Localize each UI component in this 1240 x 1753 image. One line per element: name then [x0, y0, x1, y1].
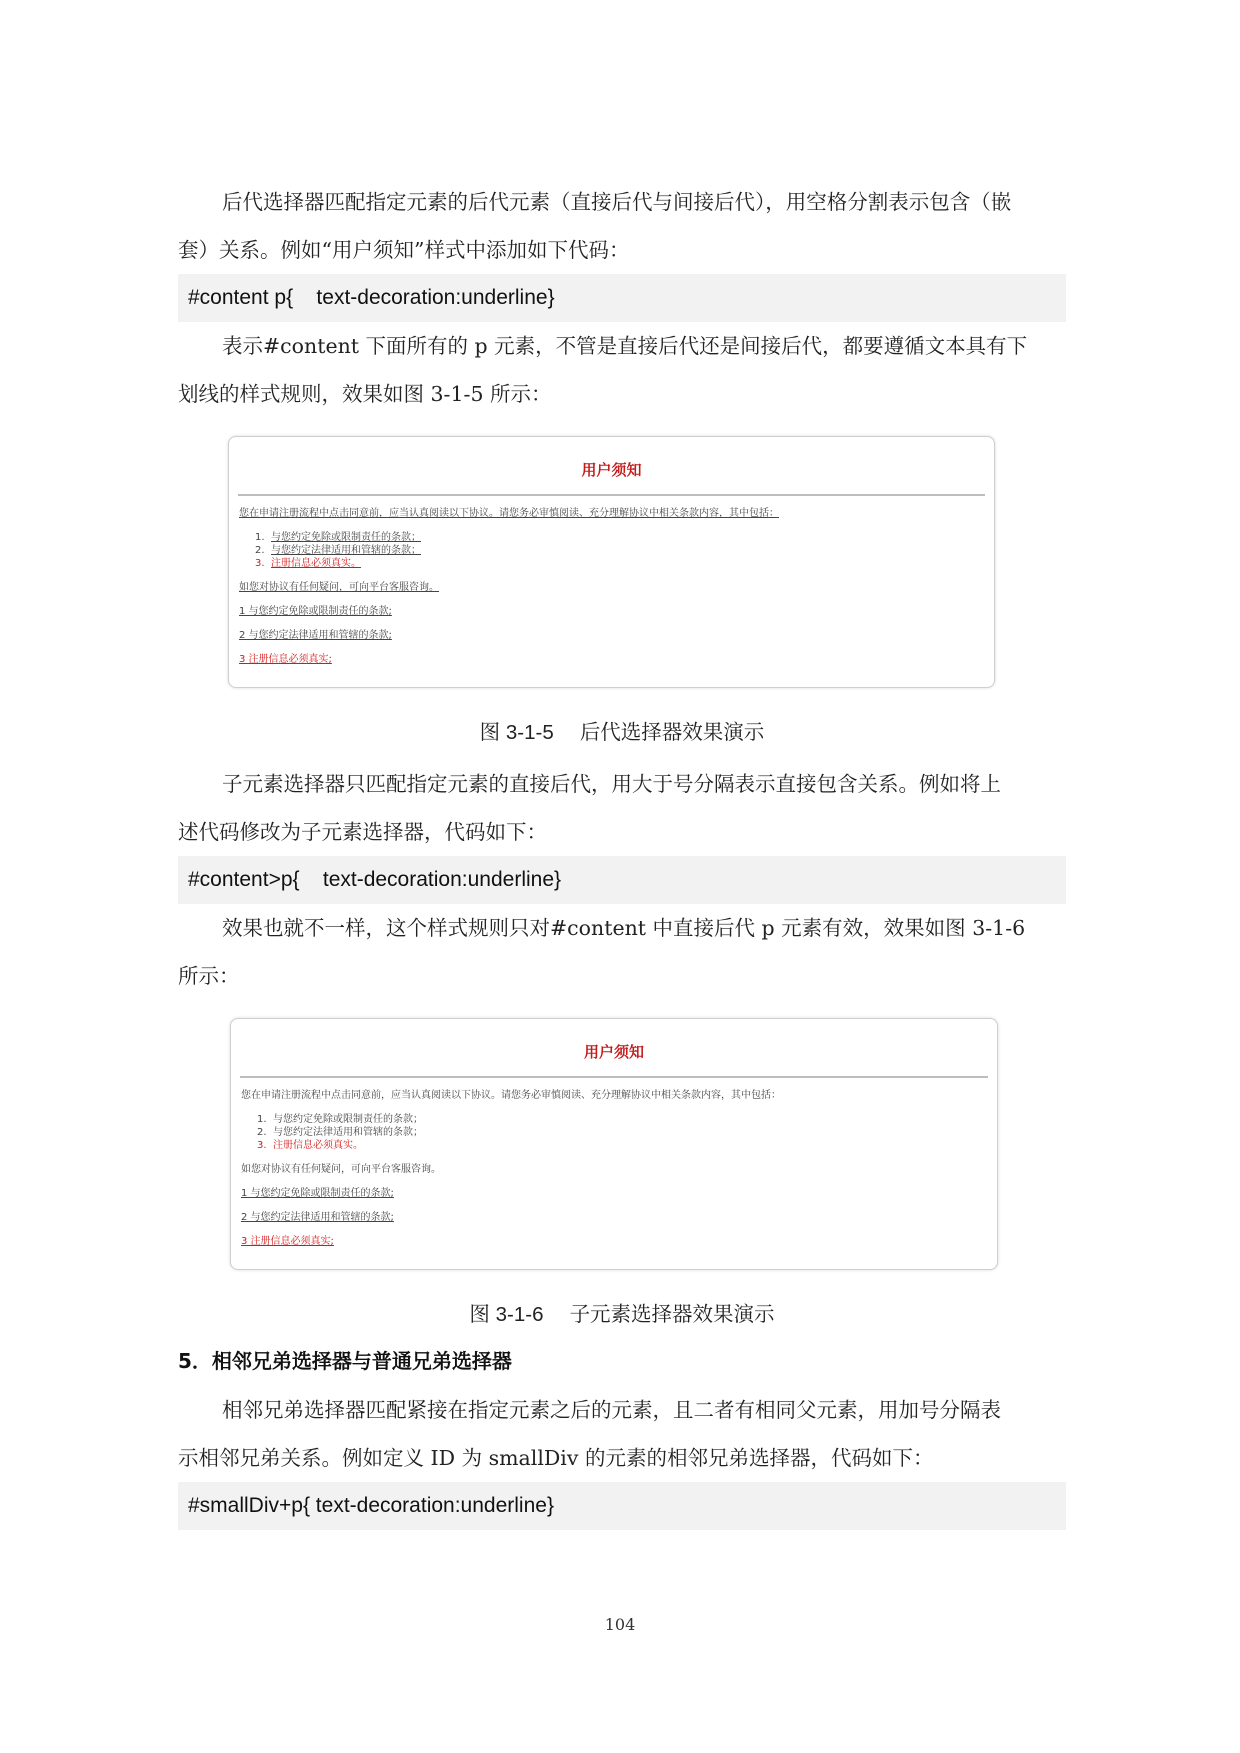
figure-contact-line: 如您对协议有任何疑问，可向平台客服咨询。: [239, 582, 439, 593]
paragraph-descendant-explanation: [178, 322, 1066, 418]
figure-item-1: 1 与您约定免除或限制责任的条款;: [239, 606, 392, 617]
figure-caption-3-1-5: [178, 717, 1066, 748]
figure-ordered-list: [257, 1113, 423, 1152]
paragraph-line: 划线的样式规则，效果如图 3-1-5 所示：: [178, 382, 552, 406]
list-item: 3. 注册信息必须真实。: [257, 1140, 363, 1151]
code-block-descendant: #content p{ text-decoration:underline}: [178, 274, 1066, 322]
list-item: 1. 与您约定免除或限制责任的条款；: [257, 1114, 423, 1125]
paragraph-line: 所示：: [178, 964, 240, 988]
list-item: 3. 注册信息必须真实。: [255, 558, 361, 569]
figure-contact-line: 如您对协议有任何疑问，可向平台客服咨询。: [241, 1164, 441, 1175]
caption-label: 图 3-1-5: [479, 721, 554, 744]
code-block-child: #content>p{ text-decoration:underline}: [178, 856, 1066, 904]
figure-item-2: 2 与您约定法律适用和管辖的条款;: [241, 1212, 394, 1223]
figure-title: 用户须知: [583, 1043, 644, 1061]
figure-item-3: 3 注册信息必须真实;: [239, 654, 332, 665]
paragraph-line: 套）关系。例如“用户须知”样式中添加如下代码：: [178, 238, 630, 262]
figure-ordered-list: [255, 531, 421, 570]
figure-intro: 您在申请注册流程中点击同意前，应当认真阅读以下协议。请您务必审慎阅读、充分理解协议中相关条款内容，其中包括：: [239, 508, 779, 519]
list-item: 2. 与您约定法律适用和管辖的条款；: [255, 545, 421, 556]
paragraph-descendant-selector: [178, 178, 1066, 274]
caption-label: 图 3-1-6: [469, 1303, 544, 1326]
paragraph-adjacent-sibling: [178, 1386, 1066, 1482]
figure-divider: [240, 1076, 988, 1078]
paragraph-line: 相邻兄弟选择器匹配紧接在指定元素之后的元素，且二者有相同父元素，用加号分隔表: [222, 1398, 1001, 1422]
figure-item-1: 1 与您约定免除或限制责任的条款;: [241, 1188, 394, 1199]
section-heading-5: 5．相邻兄弟选择器与普通兄弟选择器: [178, 1349, 512, 1373]
paragraph-line: 示相邻兄弟关系。例如定义 ID 为 smallDiv 的元素的相邻兄弟选择器，代码如下：: [178, 1446, 934, 1470]
figure-divider: [238, 494, 985, 496]
code-block-adjacent-sibling: #smallDiv+p{ text-decoration:underline}: [178, 1482, 1066, 1530]
list-item: 1. 与您约定免除或限制责任的条款；: [255, 532, 421, 543]
figure-item-2: 2 与您约定法律适用和管辖的条款;: [239, 630, 392, 641]
caption-text: 子元素选择器效果演示: [569, 1302, 775, 1326]
figure-caption-3-1-6: [178, 1299, 1066, 1330]
paragraph-line: 后代选择器匹配指定元素的后代元素（直接后代与间接后代），用空格分割表示包含（嵌: [222, 190, 1012, 214]
figure-intro: 您在申请注册流程中点击同意前，应当认真阅读以下协议。请您务必审慎阅读、充分理解协议中相关条款内容，其中包括：: [241, 1090, 781, 1101]
paragraph-line: 效果也就不一样，这个样式规则只对#content 中直接后代 p 元素有效，效果如图 3-1-6: [222, 916, 1026, 940]
figure-title: 用户须知: [581, 461, 642, 479]
figure-screenshot-child: [230, 1018, 998, 1270]
paragraph-child-selector: [178, 760, 1066, 856]
figure-screenshot-descendant: [228, 436, 995, 688]
paragraph-line: 子元素选择器只匹配指定元素的直接后代，用大于号分隔表示直接包含关系。例如将上: [222, 772, 1001, 796]
list-item: 2. 与您约定法律适用和管辖的条款；: [257, 1127, 423, 1138]
caption-text: 后代选择器效果演示: [579, 720, 765, 744]
page-number: 104: [604, 1615, 636, 1634]
figure-item-3: 3 注册信息必须真实;: [241, 1236, 334, 1247]
paragraph-line: 述代码修改为子元素选择器，代码如下：: [178, 820, 547, 844]
paragraph-line: 表示#content 下面所有的 p 元素，不管是直接后代还是间接后代，都要遵循文本具有下: [222, 334, 1028, 358]
paragraph-child-explanation: [178, 904, 1066, 1000]
